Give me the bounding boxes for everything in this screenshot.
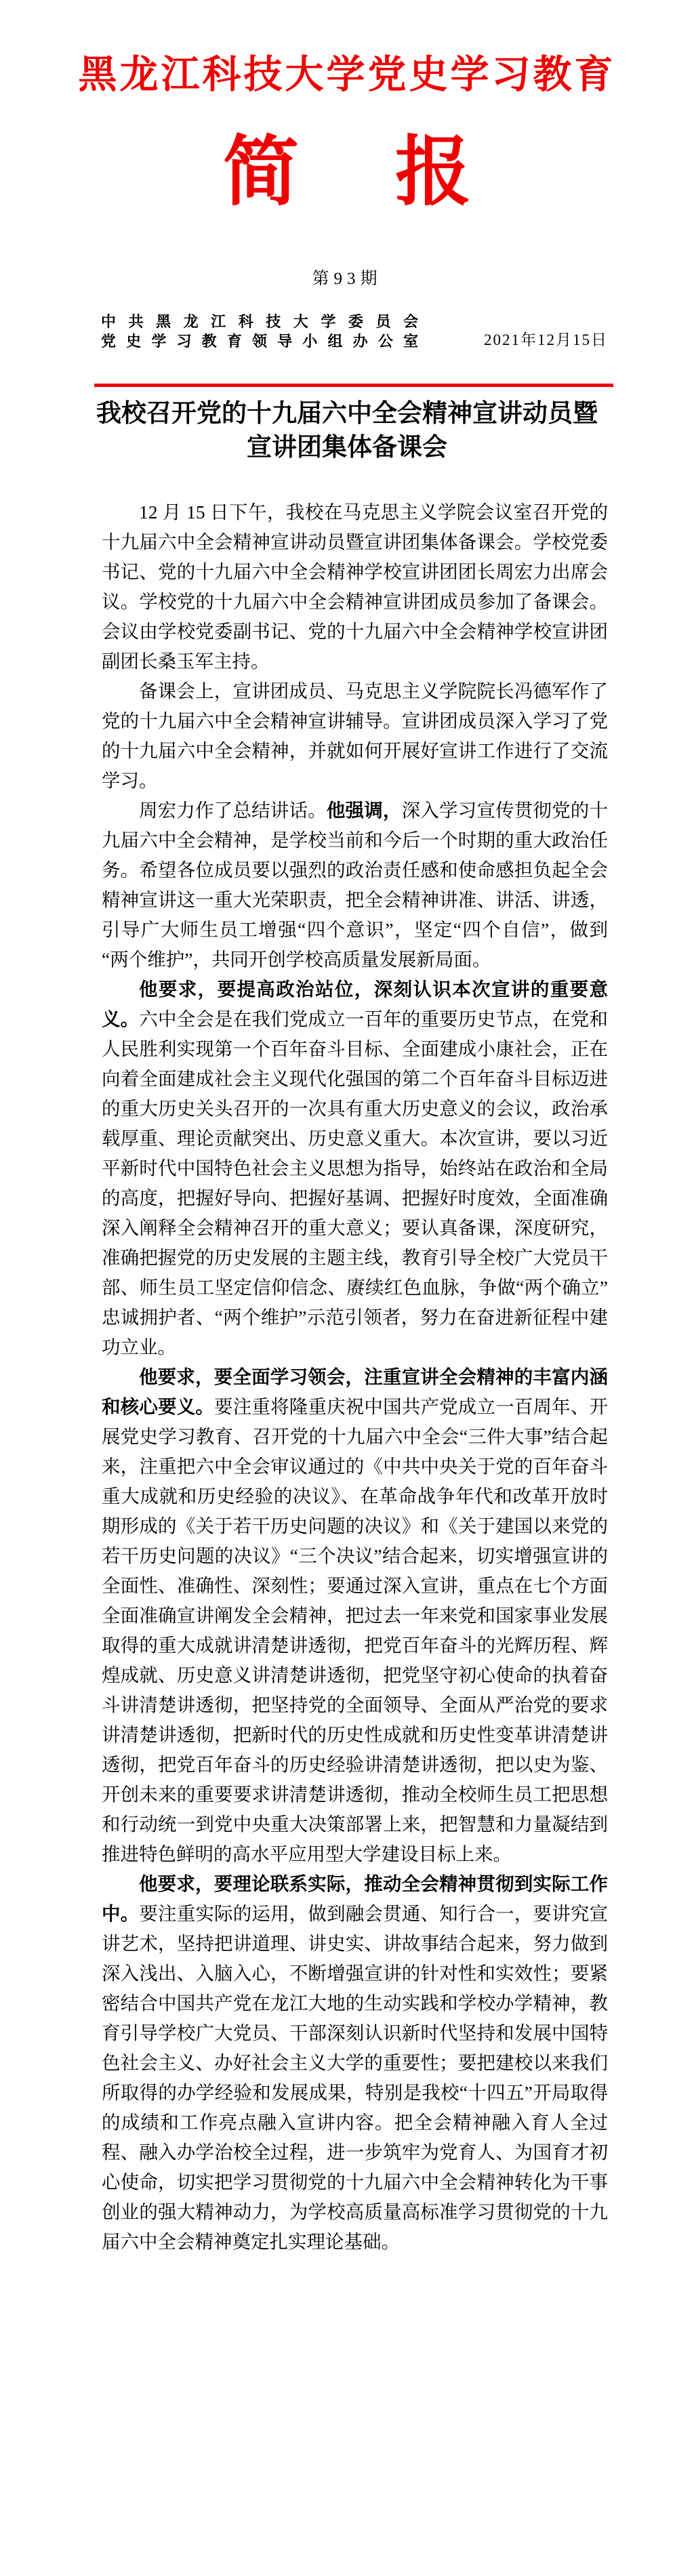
bulletin-title xyxy=(0,129,694,214)
text-run: 六中全会是在我们党成立一百年的重要历史节点，在党和人民胜利实现第一个百年奋斗目标、全面建成小康社会，正在向着全面建成社会主义现代化强国的第二个百年奋斗目标迈进的重大历史关头召开的一次具有重大历史意义的会议，政治承载厚重、理论贡献突出、历史意义重大。本次宣讲，要以习近平新时代中国特色社会主义思想为指导，始终站在政治和全局的高度，把握好导向、把握好基调、把握好时度效，全面准确深入阐释全会精神召开的重大意义；要认真备课，深度研究，准确把握党的历史发展的主题主线，教育引导全校广大党员干部、师生员工坚定信仰信念、赓续红色血脉，争做“两个确立”忠诚拥护者、“两个维护”示范引领者，努力在奋进新征程中建功立业。 xyxy=(102,1008,609,1357)
bold-run: 他要求，要全面学习领会，注重宣讲全会精神的丰富内涵和核心要义。 xyxy=(102,1366,608,1417)
bulletin-char-jian: 简 xyxy=(223,129,299,214)
bulletin-char-bao: 报 xyxy=(395,129,471,214)
issuing-org-line-2: 党史学习教育领导小组办公室 xyxy=(101,333,418,350)
paragraph xyxy=(102,796,608,975)
article-title: 我校召开党的十九届六中全会精神宣讲动员暨宣讲团集体备课会 xyxy=(96,400,598,462)
bold-run: 他要求，要理论联系实际，推动全会精神贯彻到实际工作中。 xyxy=(102,1873,608,1924)
bold-run: 他强调， xyxy=(326,800,402,821)
text-run: 要注重将隆重庆祝中国共产党成立一百周年、开展党史学习教育、召开党的十九届六中全会“三件大事”结合起来，注重把六中全会审议通过的《中共中央关于党的百年奋斗重大成就和历史经验的决议》、在革命战争年代和改革开放时期形成的《关于若干历史问题的决议》和《关于建国以来党的若干历史问题的决议》“三个决议”结合起来，切实增强宣讲的全面性、准确性、深刻性；要通过深入宣讲，重点在七个方面全面准确宣讲阐发全会精神，把过去一年来党和国家事业发展取得的重大成就讲清楚讲透彻，把党百年奋斗的光辉历程、辉煌成就、历史意义讲清楚讲透彻，把党坚守初心使命的执着奋斗讲清楚讲透彻，把坚持党的全面领导、全面从严治党的要求讲清楚讲透彻，把新时代的历史性成就和历史性变革讲清楚讲透彻，把党百年奋斗的历史经验讲清楚讲透彻，把以史为鉴、开创未来的重要要求讲清楚讲透彻，推动全校师生员工把思想和行动统一到党中央重大决策部署上来，把智慧和力量凝结到推进特色鲜明的高水平应用型大学建设目标上来。 xyxy=(102,1396,609,1864)
text-run: 深入学习宣传贯彻党的十九届六中全会精神，是学校当前和今后一个时期的重大政治任务。希望各位成员要以强烈的政治责任感和使命感担负起全会精神宣讲这一重大光荣职责，把全会精神讲准、讲活、讲透，引导广大师生员工增强“四个意识”，坚定“四个自信”，做到“两个维护”，共同开创学校高质量发展新局面。 xyxy=(102,800,608,970)
text-run: 周宏力作了总结讲话。 xyxy=(139,800,327,821)
paragraph xyxy=(102,975,608,1362)
paragraph xyxy=(102,1869,608,2257)
bold-run: 他要求，要提高政治站位，深刻认识本次宣讲的重要意义。 xyxy=(102,979,608,1029)
text-run: 要注重实际的运用，做到融会贯通、知行合一，要讲究宣讲艺术，坚持把讲道理、讲史实、讲故事结合起来，努力做到深入浅出、入脑入心，不断增强宣讲的针对性和实效性；要紧密结合中国共产党在龙江大地的生动实践和学校办学精神，教育引导学校广大党员、干部深刻认识新时代坚持和发展中国特色社会主义、办好社会主义大学的重要性；要把建校以来我们所取得的办学经验和发展成果，特别是我校“十四五”开局取得的成绩和工作亮点融入宣讲内容。把全会精神融入育人全过程、融入办学治校全过程，进一步筑牢为党育人、为国育才初心使命，切实把学习贯彻党的十九届六中全会精神转化为干事创业的强大精神动力，为学校高质量高标准学习贯彻党的十九届六中全会精神奠定扎实理论基础。 xyxy=(102,1903,609,2252)
issue-date: 2021年12月15日 xyxy=(484,331,608,348)
text-run: 备课会上，宣讲团成员、马克思主义学院院长冯德军作了党的十九届六中全会精神宣讲辅导。宣讲团成员深入学习了党的十九届六中全会精神，并就如何开展好宣讲工作进行了交流学习。 xyxy=(102,680,608,791)
article-body xyxy=(102,497,608,2257)
masthead-title: 黑龙江科技大学党史学习教育 xyxy=(78,54,616,96)
masthead-divider-rule xyxy=(94,384,613,387)
paragraph xyxy=(102,1362,608,1869)
paragraph xyxy=(102,497,608,676)
text-run: 12 月 15 日下午，我校在马克思主义学院会议室召开党的十九届六中全会精神宣讲动员暨宣讲团集体备课会。学校党委书记、党的十九届六中全会精神学校宣讲团团长周宏力出席会议。学校党的十九届六中全会精神宣讲团成员参加了备课会。会议由学校党委副书记、党的十九届六中全会精神学校宣讲团副团长桑玉军主持。 xyxy=(102,502,608,672)
paragraph xyxy=(102,676,608,796)
issue-number: 第93期 xyxy=(312,270,382,288)
issuing-org-block xyxy=(101,312,418,351)
issuing-org-line-1: 中共黑龙江科技大学委员会 xyxy=(101,313,418,330)
